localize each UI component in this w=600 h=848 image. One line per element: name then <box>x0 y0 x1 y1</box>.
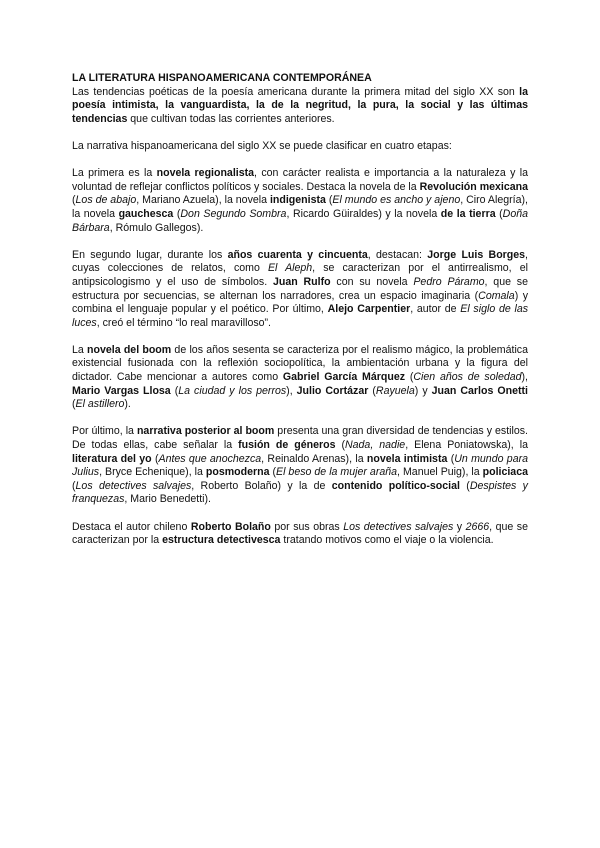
text-run: , cuyas colecciones de relatos, como <box>72 248 528 275</box>
text-run: , que se caracterizan por la <box>72 520 528 547</box>
text-run: , Manuel Puig), la <box>397 466 483 479</box>
italic-run: El astillero <box>75 398 125 411</box>
italic-run: Comala <box>478 289 515 302</box>
bold-run: años cuarenta y cincuenta <box>227 248 368 261</box>
closing-paragraph <box>72 521 528 548</box>
italic-run: Rayuela <box>375 384 415 397</box>
text-run: , se caracterizan por el antirrealismo, el antipsicologismo y el uso de símbolos. <box>72 262 528 288</box>
text-run: ( <box>151 452 159 465</box>
text-run: presenta una gran diversidad de tendencias y estilos. De todas ellas, cabe señalar la <box>72 425 529 452</box>
text-run: , Mario Benedetti). <box>124 493 211 506</box>
text-run: Por último, la <box>72 425 137 438</box>
text-run: , Ricardo Güiraldes) y la novela <box>286 207 441 220</box>
bold-run: novela intimista <box>366 452 448 465</box>
bold-run: Juan Carlos Onetti <box>431 384 528 397</box>
text-run: , Reinaldo Arenas), la <box>261 452 367 465</box>
bold-run: indigenista <box>269 194 326 207</box>
bold-run: Jorge Luis Borges <box>427 248 526 261</box>
text-run: ) y <box>414 384 432 397</box>
classification-paragraph: La narrativa hispanoamericana del siglo XX se puede clasificar en cuatro etapas: <box>72 139 452 152</box>
bold-run: posmoderna <box>205 466 270 479</box>
document-title: LA LITERATURA HISPANOAMERICANA CONTEMPORÁNEA <box>72 72 372 84</box>
text-run: En segundo lugar, durante los <box>72 248 228 261</box>
text-run: ( <box>72 194 76 207</box>
intro-paragraph <box>72 86 528 127</box>
text-run: que cultivan todas las corrientes anteriores. <box>127 112 335 125</box>
text-run: ( <box>269 466 277 479</box>
italic-run: Don Segundo Sombra <box>180 207 287 220</box>
bold-run: fusión de géneros <box>238 439 336 452</box>
italic-run: Los detectives salvajes <box>343 520 454 533</box>
stage4-paragraph <box>72 425 528 507</box>
text-run: , Bryce Echenique), la <box>99 466 206 479</box>
text-run: , Rómulo Gallegos). <box>109 221 204 234</box>
bold-run: de la tierra <box>440 207 496 220</box>
text-run: ) y combina el lenguaje popular y el poético. Por último, <box>72 289 528 316</box>
stage1-paragraph <box>72 167 528 235</box>
text-run: ). <box>124 398 131 411</box>
stage3-paragraph <box>72 344 528 412</box>
bold-run: novela regionalista <box>156 167 255 180</box>
bold-run: novela del boom <box>87 343 172 356</box>
text-run: ( <box>368 384 376 397</box>
italic-run: Nada, nadie <box>345 439 406 452</box>
bold-run: contenido político-social <box>331 479 460 492</box>
text-run: tratando motivos como el viaje o la violencia. <box>280 534 494 547</box>
text-run: , Mariano Azuela), la novela <box>136 194 270 207</box>
bold-run: Revolución mexicana <box>419 180 528 193</box>
italic-run: El Aleph <box>267 262 313 275</box>
text-run: , autor de <box>410 303 461 316</box>
bold-run: Mario Vargas Llosa <box>72 384 171 397</box>
italic-run: La ciudad y los perros <box>178 384 287 397</box>
text-run: Destaca el autor chileno <box>72 520 191 533</box>
bold-run: policiaca <box>482 466 528 479</box>
bold-run: gauchesca <box>118 207 174 220</box>
text-run: ( <box>325 194 333 207</box>
text-run: La primera es la <box>72 167 157 180</box>
text-run: ( <box>495 207 503 220</box>
text-run: ( <box>173 207 181 220</box>
text-run: ( <box>72 479 76 492</box>
italic-run: Cien años de soledad <box>413 371 522 384</box>
bold-run: Roberto Bolaño <box>190 520 271 533</box>
bold-run: estructura detectivesca <box>162 534 281 547</box>
text-run: , destacan: <box>367 248 428 261</box>
italic-run: 2666 <box>465 520 490 533</box>
italic-run: Antes que anochezca <box>158 452 262 465</box>
text-run: y <box>453 520 466 533</box>
text-run: con su novela <box>330 275 414 288</box>
stage2-paragraph <box>72 249 528 331</box>
text-run: La <box>72 343 88 356</box>
text-run: ), <box>521 371 528 384</box>
text-run: de los años sesenta se caracteriza por el realismo mágico, la problemática existencial fusionada con la reflexión sociopolítica, la ambientación urbana y la figura del dictador. Cabe mencionar a autores como <box>72 343 528 384</box>
italic-run: El mundo es ancho y ajeno <box>332 194 461 207</box>
bold-run: Alejo Carpentier <box>327 303 411 316</box>
bold-run: narrativa posterior al boom <box>136 425 275 438</box>
bold-run: Juan Rulfo <box>272 275 331 288</box>
italic-run: Despistes y franquezas <box>72 479 528 506</box>
text-run: ( <box>170 384 179 397</box>
text-run: ( <box>335 439 345 452</box>
italic-run: Doña Bárbara <box>72 207 528 234</box>
text-run: ( <box>447 452 455 465</box>
text-run: , creó el término “lo real maravilloso”. <box>96 316 271 329</box>
text-run: , con carácter realista e importancia a la naturaleza y la voluntad de reflejar conflictos políticos y sociales. Destaca la novela de la <box>72 167 528 193</box>
bold-run: la poesía intimista, la vanguardista, la de la negritud, la pura, la social y las últimas tendencias <box>72 85 528 125</box>
text-run: ), <box>286 384 297 397</box>
text-run: ( <box>459 479 470 492</box>
text-run: ( <box>72 398 76 411</box>
italic-run: El siglo de las luces <box>72 303 529 329</box>
italic-run: Pedro Páramo <box>413 275 485 288</box>
italic-run: Los detectives salvajes <box>75 479 192 492</box>
bold-run: literatura del yo <box>72 452 152 465</box>
text-run: por sus obras <box>270 520 344 533</box>
italic-run: El beso de la mujer araña <box>276 466 398 479</box>
text-run: , Roberto Bolaño) y la de <box>191 479 332 492</box>
document-content <box>72 72 528 561</box>
bold-run: Julio Cortázar <box>296 384 369 397</box>
bold-run: Gabriel García Márquez <box>282 371 406 384</box>
italic-run: Los de abajo <box>75 194 137 207</box>
text-run: ( <box>405 371 414 384</box>
text-run: Las tendencias poéticas de la poesía americana durante la primera mitad del siglo XX son <box>72 85 520 98</box>
text-run: , Ciro Alegría), la novela <box>72 194 528 220</box>
text-run: , que se estructura por secuencias, se alternan los narradores, crea un espacio imaginaria ( <box>72 275 528 302</box>
text-run: , Elena Poniatowska), la <box>405 439 528 452</box>
italic-run: Un mundo para Julius <box>72 452 529 479</box>
